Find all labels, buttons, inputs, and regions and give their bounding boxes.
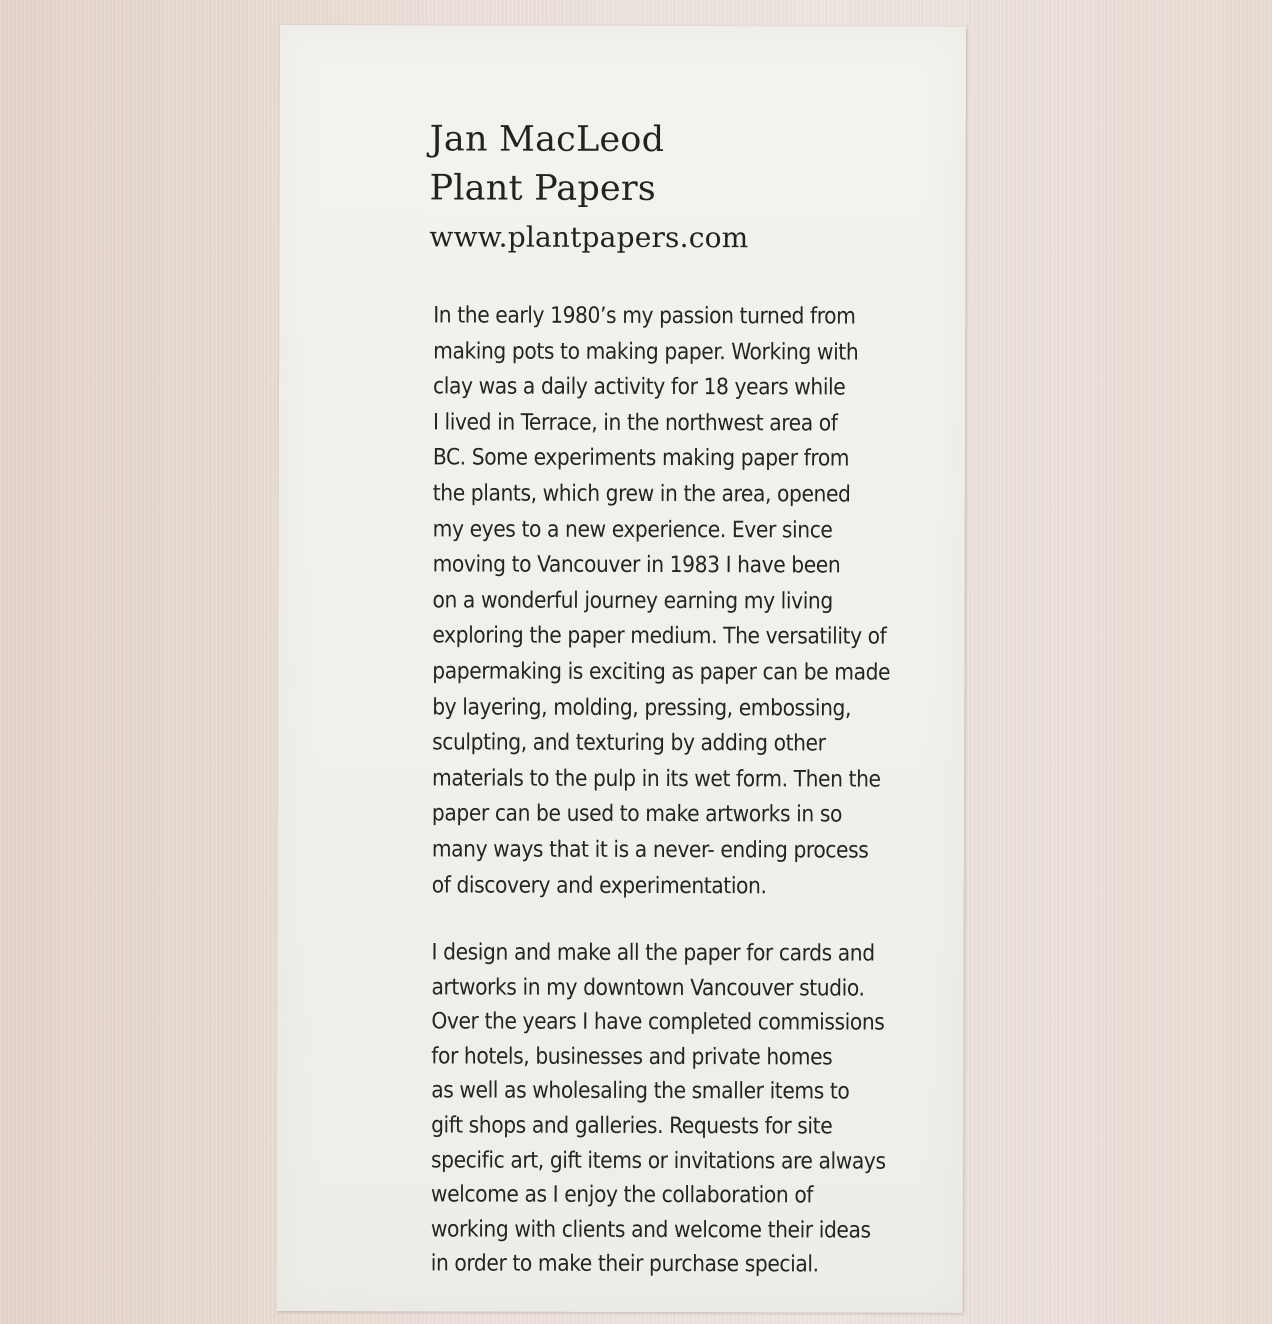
paragraph-line: on a wonderful journey earning my living xyxy=(432,587,833,615)
paragraph-line: of discovery and experimentation. xyxy=(431,871,767,899)
paragraph-line: In the early 1980’s my passion turned from xyxy=(433,302,856,330)
artist-card xyxy=(277,25,966,1313)
paragraph-line: clay was a daily activity for 18 years while xyxy=(433,373,846,401)
paragraph-line: my eyes to a new experience. Ever since xyxy=(432,515,833,544)
paragraph-line: by layering, molding, pressing, embossing, xyxy=(432,693,852,722)
paragraph-line: papermaking is exciting as paper can be made xyxy=(432,658,891,686)
paragraph-line: the plants, which grew in the area, opened xyxy=(432,480,851,508)
paragraph-line: welcome as I enjoy the collaboration of xyxy=(430,1181,814,1209)
paragraph-line: sculpting, and texturing by adding other xyxy=(432,729,826,757)
website-url: www.plantpapers.com xyxy=(429,220,749,255)
paragraph-line: in order to make their purchase special. xyxy=(430,1250,819,1278)
company-name: Plant Papers xyxy=(429,168,657,209)
paragraph-line: BC. Some experiments making paper from xyxy=(432,444,850,472)
paragraph-line: specific art, gift items or invitations are always xyxy=(430,1146,886,1175)
paragraph-line: Over the years I have completed commissions xyxy=(431,1008,885,1036)
paragraph-2 xyxy=(431,935,952,1282)
paragraph-line: I design and make all the paper for cards and xyxy=(431,939,875,967)
card-header xyxy=(429,115,909,260)
artist-name: Jan MacLeod xyxy=(429,119,665,161)
paragraph-line: moving to Vancouver in 1983 I have been xyxy=(432,551,841,579)
paragraph-line: I lived in Terrace, in the northwest area of xyxy=(432,409,838,437)
paragraph-line: many ways that it is a never- ending process xyxy=(431,836,869,864)
paragraph-line: making pots to making paper. Working with xyxy=(433,337,859,366)
paragraph-line: paper can be used to make artworks in so xyxy=(431,800,843,828)
paragraph-line: working with clients and welcome their ideas xyxy=(430,1216,871,1244)
paragraph-line: exploring the paper medium. The versatility of xyxy=(432,622,887,650)
paragraph-line: as well as wholesaling the smaller items to xyxy=(431,1077,850,1105)
paragraph-line: gift shops and galleries. Requests for site xyxy=(431,1112,833,1140)
paragraph-1 xyxy=(432,298,954,904)
paragraph-line: materials to the pulp in its wet form. Then the xyxy=(431,765,881,793)
paragraph-line: for hotels, businesses and private homes xyxy=(431,1043,833,1071)
paragraph-line: artworks in my downtown Vancouver studio. xyxy=(431,973,865,1002)
